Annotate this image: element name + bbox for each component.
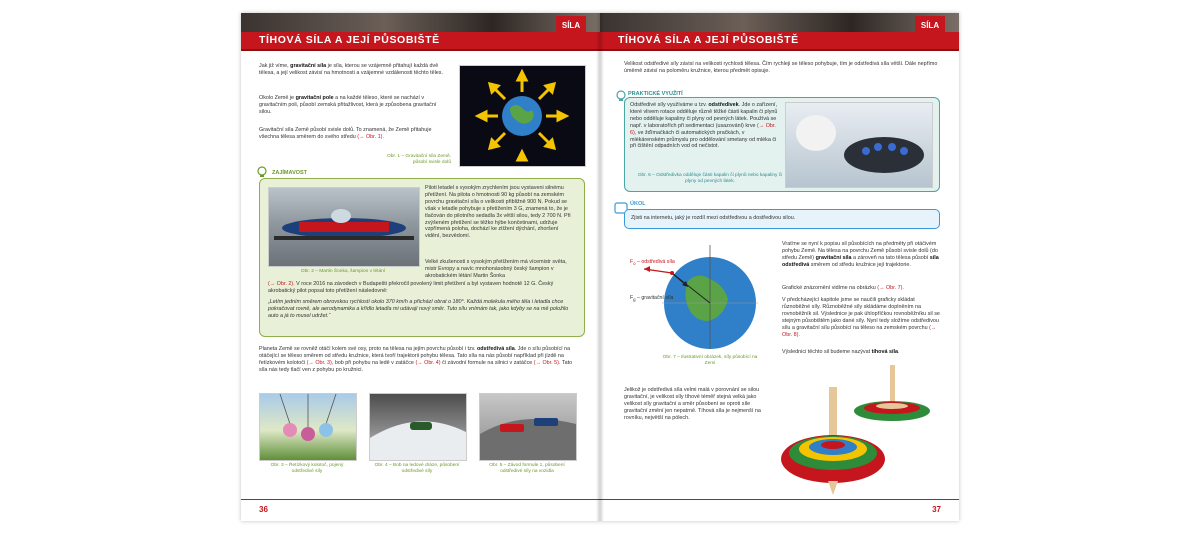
photo-spinning-tops: [776, 363, 956, 503]
page-title-bar: [600, 32, 959, 51]
textbook-spread: [241, 13, 959, 521]
paragraph-forces-earth: Vraťme se nyní k popisu sil působících na předměty při otáčivém pohybu Země. Na tělesa na povrchu Země působí svisle dolů (do středu Země) gravitační síla a zároveň na tato tělesa působí síla odstředivá směrem od středu kružnice její trajektorie.: [782, 241, 939, 268]
page-title: TÍHOVÁ SÍLA A JEJÍ PŮSOBIŠTĚ: [618, 34, 799, 46]
caption-fig2: Obr. 2 – Martin Šonka, šampion v létání: [300, 269, 386, 274]
page-number: 36: [259, 505, 268, 514]
page-left: [241, 13, 600, 521]
photo-bobsleigh: [369, 393, 467, 461]
fun-fact-text-2: Velké zkušenosti s vysokým přetížením má vícemistr světa, mistr Evropy a navíc mnohonásobný český šampion v akrobatickém létání Martin Šonka: [425, 259, 567, 279]
task-text: Zjisti na internetu, jaký je rozdíl mezi odstředivou a dostředivou silou.: [631, 215, 796, 221]
caption-fig3: Obr. 3 – Řetízkový kolotoč, pojený odstředivé síly: [270, 463, 344, 474]
page-title: TÍHOVÁ SÍLA A JEJÍ PŮSOBIŠTĚ: [259, 34, 440, 46]
photo-centrifuge: [785, 102, 933, 188]
page-title-bar: [241, 32, 600, 51]
fun-fact-quote: „Letím jedním směrem obrovskou rychlostí okolo 370 km/h a přichází obrat o 180°. Každá molekula mého těla i letadla chce pokračovat rovně, ale aerodynamika a křídlo letadla mi udávají nový směr. Tuto sílu vnímám tak, jako kdyby se na mě položilo auto a já to musel udržet.“: [268, 299, 569, 319]
fun-fact-text-1: Piloti letadel s vysokým zrychlením jsou vystaveni silnému přetížení. Na pilota o hmotnosti 90 kg působí na zemském povrchu gravitační síla o velikosti přibližně 900 N. Pokud se však v letadle pohybuje s přetížením 3 G, znamená to, že je tlačován do pilotního sedadla 3x větší silou, tedy 2 700 N. Při zvýšeném přetížení se těžko hýbe končetinami, udržuje vzpřímená poloha, dochází ke ztížení dýchání, zhoršení vidění, bezvědomí.: [425, 185, 571, 240]
photo-aerobatic-plane: [268, 187, 420, 267]
paragraph-gravity-intro: Jak již víme, gravitační síla je síla, kterou se vzájemně přitahují každá dvě tělesa, a její velikost závisí na hmotnosti a vzájemné vzdálenosti těchto těles.: [259, 63, 443, 76]
practical-box: [624, 97, 940, 192]
paragraph-centrifugal-intro: Velikost odstředivé síly závisí na velikosti rychlosti tělesa. Čím rychleji se těleso pohybuje, tím je odstředivá síla větší. Dále nepřímo úměrně závisí na poloměru kružnice, kterou předmět opisuje.: [624, 61, 938, 74]
caption-fig1: Obr. 1 – Gravitační síla Země, působí svisle dolů: [387, 154, 451, 165]
paragraph-gravity-field: Okolo Země je gravitační pole a na každé těleso, které se nachází v gravitačním poli, působí zemská přitažlivost, která je způsobena gravitační silou.: [259, 95, 437, 115]
paragraph-parallelogram: V předcházející kapitole jsme se naučili graficky skládat různoběžné síly. Různoběžné síly skládáme doplněním na rovnoběžník sil. Výslednice je pak úhlopříčkou rovnoběžníku sil se stejným působištěm jako dané síly. Nyní tedy složíme odstředivou sílu a gravitační sílu působící na těleso na zemském povrchu (→ Obr. 8).: [782, 297, 940, 338]
fun-fact-text-3: (→ Obr. 2). V roce 2016 na závodech v Budapešti překročil povolený limit přetížení a byl vystaven hodnotě 12 G. Český akrobatický pilot popsal toto přetížení následovně:: [268, 281, 554, 294]
fun-fact-label: ZAJÍMAVOST: [272, 170, 308, 176]
label-gravitational-force: $F_g$ – gravitační síla: [630, 295, 674, 303]
page-footer-right: [600, 499, 959, 521]
earth-gravity-illustration: [460, 66, 585, 166]
book-spine: [596, 13, 604, 521]
figure-earth-gravity: [459, 65, 586, 167]
practical-label: PRAKTICKÉ VYUŽITÍ: [628, 91, 683, 97]
paragraph-weight-conclusion: Jelikož je odstředivá síla velmi malá v porovnání se silou gravitační, je velikost síly tíhové téměř stejná velká jako velikost síly gravitační a směr působení se oproti síle gravitační změní jen nepatrně. Tíhová síla je nejmenší na rovníku, největší na pólech.: [624, 387, 761, 421]
spinning-tops-illustration: [776, 363, 956, 503]
caption-fig6: Obr. 6 – Odstředivka odděluje části kapalin či plynů nebo kapaliny či plyny od pevných látek.: [637, 173, 783, 184]
section-tag: SÍLA: [556, 16, 586, 36]
caption-fig7: Obr. 7 – Ilustrativní obrázek, síly působící na Zemi: [662, 355, 758, 366]
task-box: [624, 209, 940, 229]
practical-text: Odstředivé síly využíváme u tzv. odstředivek. Jde o zařízení, které vlivem rotace odděluje různě těžké části kapalin či plynů nebo odděluje kapaliny či plyny od pevných látek. Používá se např. v laboratořích při sedimentaci (usazování) krve (→ Obr. 6), ve žďímačkách či automatických pračkách, v mlékárenském průmyslu pro oddělování smetany od mléka či při čištění odpadních vod od nečistot.: [630, 102, 778, 150]
fun-fact-box: [259, 178, 585, 337]
photo-formula-race: [479, 393, 577, 461]
section-tag: SÍLA: [915, 16, 945, 36]
caption-fig5: Obr. 5 – Závod formule 1, působení odstředivé síly na vozidla: [489, 463, 565, 474]
photo-chain-carousel: [259, 393, 357, 461]
paragraph-gravity-direction: Gravitační síla Země působí svisle dolů. To znamená, že Země přitahuje všechna tělesa směrem do svého středu (→ Obr. 1).: [259, 127, 432, 140]
caption-fig4: Obr. 4 – Bob na ledové dráze, působení odstředivé síly: [374, 463, 460, 474]
paragraph-weight-force: Výslednici těchto sil budeme nazývat tíhová síla.: [782, 349, 900, 355]
page-right: [600, 13, 959, 521]
page-number: 37: [932, 505, 941, 514]
paragraph-graphic: Grafické znázornění vidíme na obrázku (→ Obr. 7).: [782, 285, 904, 291]
paragraph-centrifugal: Planeta Země se rovněž otáčí kolem své osy, proto na tělesa na jejím povrchu působí i tzv. odstředivá síla. Jde o sílu působící na otáčející se těleso směrem od středu kružnice, která tvoří trajektorii pohybu tělesa. Tato síla na nás působí například při jízdě na řetízkovém kolotoči (→ Obr. 3), bob při pohybu na ledě v zatáčce (→ Obr. 4) či závodní formule na silnici v zatáčce (→ Obr. 5). Tato síla nás tedy tlačí ven z pohybu po kružnici.: [259, 346, 573, 373]
task-label: ÚKOL: [630, 201, 646, 207]
label-centrifugal-force: $F_o$ – odstředivá síla: [630, 259, 675, 267]
plane-illustration: [269, 188, 419, 266]
page-footer-left: [241, 499, 600, 521]
figure-earth-forces: [622, 241, 772, 351]
